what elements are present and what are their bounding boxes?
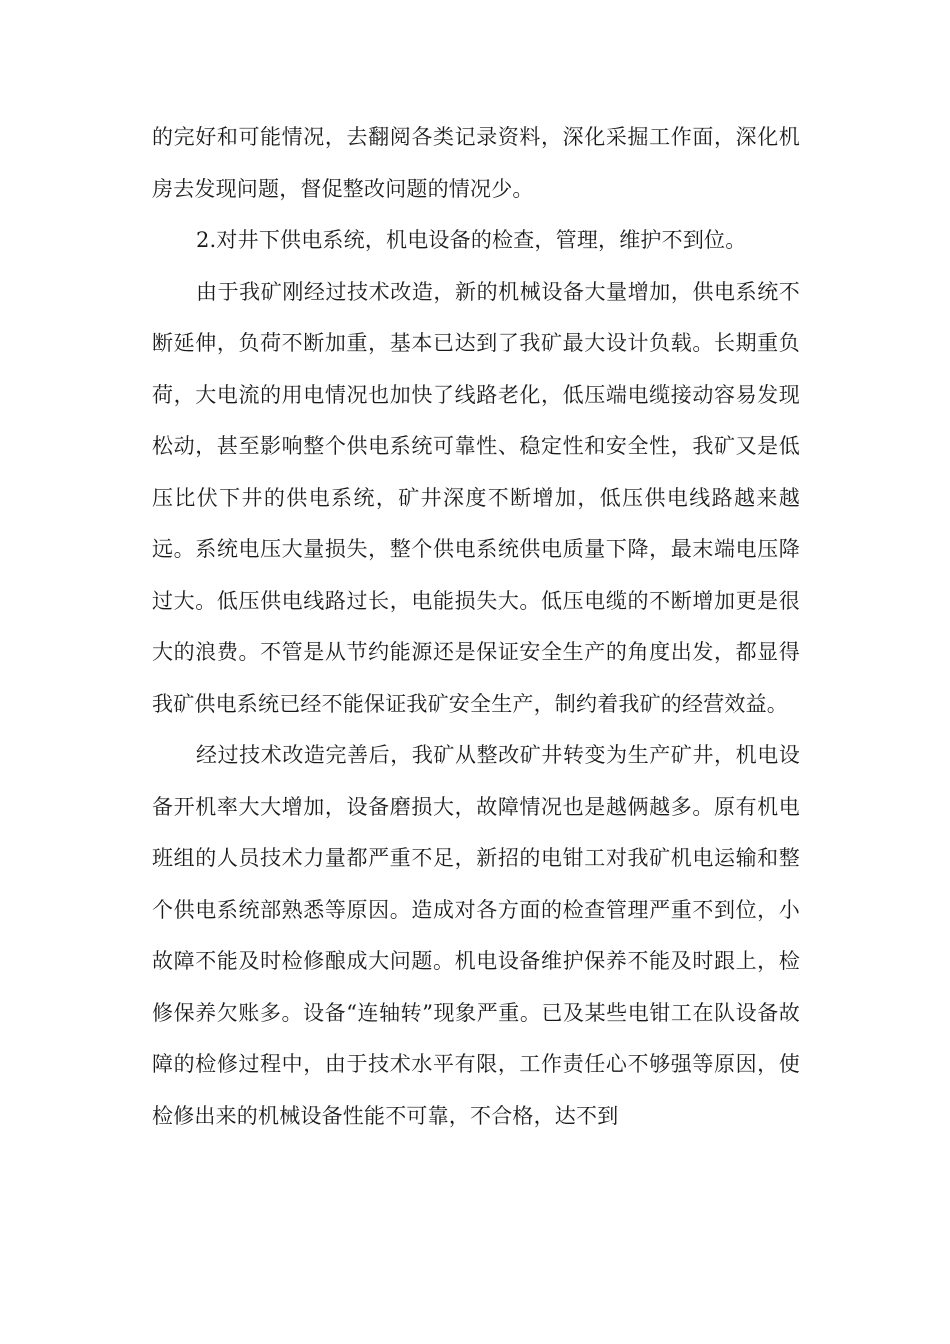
paragraph-4: 经过技术改造完善后，我矿从整改矿井转变为生产矿井，机电设备开机率大大增加，设备磨损大，故障情况也是越俩越多。原有机电班组的人员技术力量都严重不足，新招的电钳工对我矿机电运输和整个供电系统部熟悉等原因。造成对各方面的检查管理严重不到位，小故障不能及时检修酿成大问题。机电设备维护保养不能及时跟上，检修保养欠账多。设备“连轴转”现象严重。已及某些电钳工在队设备故障的检修过程中，由于技术水平有限，工作责任心不够强等原因，使检修出来的机械设备性能不可靠，不合格，达不到: [152, 743, 800, 1128]
paragraph-1: 的完好和可能情况，去翻阅各类记录资料，深化采掘工作面，深化机房去发现问题，督促整改问题的情况少。: [152, 125, 800, 201]
document-body: [152, 112, 800, 1142]
paragraph-3: 由于我矿刚经过技术改造，新的机械设备大量增加，供电系统不断延伸，负荷不断加重，基本已达到了我矿最大设计负载。长期重负荷，大电流的用电情况也加快了线路老化，低压端电缆接动容易发现松动，甚至影响整个供电系统可靠性、稳定性和安全性，我矿又是低压比伏下井的供电系统，矿井深度不断增加，低压供电线路越来越远。系统电压大量损失，整个供电系统供电质量下降，最末端电压降过大。低压供电线路过长，电能损失大。低压电缆的不断增加更是很大的浪费。不管是从节约能源还是保证安全生产的角度出发，都显得我矿供电系统已经不能保证我矿安全生产，制约着我矿的经营效益。: [152, 279, 800, 716]
paragraph-2-heading: 2.对井下供电系统，机电设备的检查，管理，维护不到位。: [196, 228, 747, 252]
